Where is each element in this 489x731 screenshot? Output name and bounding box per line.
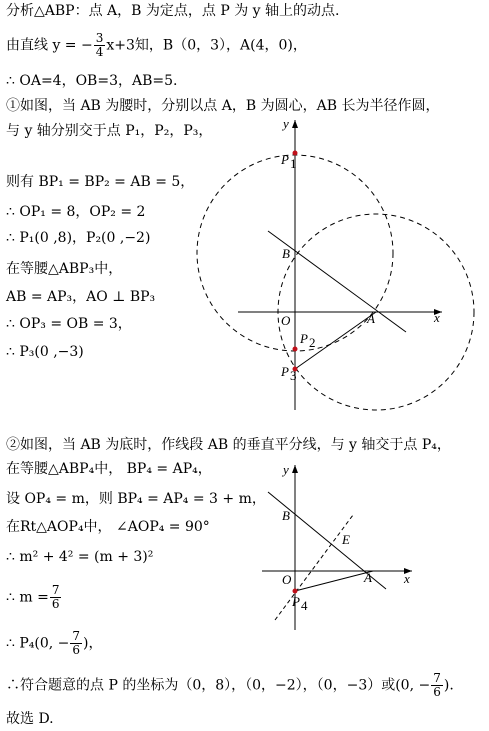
analysis-line: 分析△ABP：点 A，B 为定点，点 P 为 y 轴上的动点. xyxy=(6,3,340,19)
figure-case2 xyxy=(258,460,418,635)
fraction-3-4 xyxy=(94,32,106,59)
label-y: y xyxy=(283,462,289,477)
label-o: O xyxy=(282,572,292,587)
label-e: E xyxy=(342,532,350,547)
label-a: A xyxy=(367,311,375,326)
case2-isosceles: 在等腰△ABP₄中， BP₄ = AP₄， xyxy=(6,461,212,477)
fraction-numerator: 7 xyxy=(51,583,60,597)
line-eq-prefix: 由直线 y = − xyxy=(6,37,93,54)
label-p4: P xyxy=(292,594,300,609)
case2-right-triangle: 在Rt△AOP₄中， ∠AOP₄ = 90° xyxy=(6,519,210,535)
label-p3-sub: 3 xyxy=(290,368,297,383)
case1-intro: ①如图，当 AB 为腰时，分别以点 A，B 为圆心，AB 长为半径作圆， xyxy=(6,98,440,114)
fraction-denominator: 6 xyxy=(433,685,441,699)
label-p2-sub: 2 xyxy=(309,335,316,350)
label-a: A xyxy=(364,570,372,585)
case1-equal-lengths: 则有 BP₁ = BP₂ = AB = 5， xyxy=(6,174,195,190)
case1-isosceles: 在等腰△ABP₃中， xyxy=(6,261,123,277)
label-p2: P xyxy=(300,331,308,346)
case1-p3-coords: ∴ P₃(0 ,−3) xyxy=(6,344,84,360)
case2-m-value xyxy=(6,584,62,611)
p4-prefix: ∴ P₄(0, − xyxy=(6,635,70,652)
point-p1 xyxy=(293,151,298,156)
fraction-numerator: 3 xyxy=(95,31,104,45)
fraction-denominator: 6 xyxy=(72,643,81,657)
label-p3: P xyxy=(281,364,289,379)
conclusion-line xyxy=(6,672,454,699)
label-o: O xyxy=(281,313,291,328)
point-p2 xyxy=(293,347,298,352)
label-b: B xyxy=(282,508,290,523)
y-axis-arrow xyxy=(292,465,298,473)
case1-perpendicular: AB = AP₃，AO ⊥ BP₃ xyxy=(6,289,156,305)
segment-ap4 xyxy=(295,571,373,591)
case1-op-lengths: ∴ OP₁ = 8，OP₂ = 2 xyxy=(6,204,146,220)
label-p4-sub: 4 xyxy=(301,598,308,613)
label-p1: P xyxy=(281,152,289,167)
figure-case1 xyxy=(188,112,488,412)
label-p1-sub: 1 xyxy=(290,156,297,171)
case1-intersections: 与 y 轴分别交于点 P₁，P₂，P₃， xyxy=(6,123,213,139)
label-x: x xyxy=(404,571,410,586)
case1-op3: ∴ OP₃ = OB = 3， xyxy=(6,316,132,332)
label-b: B xyxy=(282,246,290,261)
y-axis-arrow xyxy=(292,120,298,128)
fraction-numerator: 7 xyxy=(433,671,441,685)
case2-intro: ②如图，当 AB 为底时，作线段 AB 的垂直平分线，与 y 轴交于点 P₄， xyxy=(6,437,451,453)
case1-p1-p2-coords: ∴ P₁(0 ,8)，P₂(0 ,−2) xyxy=(6,230,151,246)
label-x: x xyxy=(434,310,440,325)
point-p4 xyxy=(293,589,298,594)
case2-p4-coords xyxy=(6,630,103,657)
line-eq-suffix: x+3知，B（0，3），A(4，0)， xyxy=(106,37,307,54)
fraction-7-6 xyxy=(431,672,443,699)
perpendicular-bisector xyxy=(275,515,353,620)
fraction-7-6 xyxy=(70,630,82,657)
p4-suffix: )， xyxy=(83,635,103,652)
conclusion-prefix: ∴符合题意的点 P 的坐标为（0，8），（0，−2），（0，−3）或(0, − xyxy=(6,677,431,694)
lengths-line: ∴ OA=4，OB=3，AB=5. xyxy=(6,73,178,89)
label-y: y xyxy=(283,116,289,131)
case2-equation: ∴ m² + 4² = (m + 3)² xyxy=(6,549,154,565)
fraction-denominator: 4 xyxy=(95,45,104,59)
fraction-7-6 xyxy=(50,584,62,611)
fraction-denominator: 6 xyxy=(51,597,60,611)
answer-line: 故选 D. xyxy=(6,711,54,727)
case2-set-m: 设 OP₄ = m，则 BP₄ = AP₄ = 3 + m， xyxy=(6,491,266,507)
line-equation xyxy=(6,32,307,59)
fraction-numerator: 7 xyxy=(72,629,81,643)
conclusion-suffix: ). xyxy=(443,677,454,694)
m-prefix: ∴ m = xyxy=(6,589,49,606)
